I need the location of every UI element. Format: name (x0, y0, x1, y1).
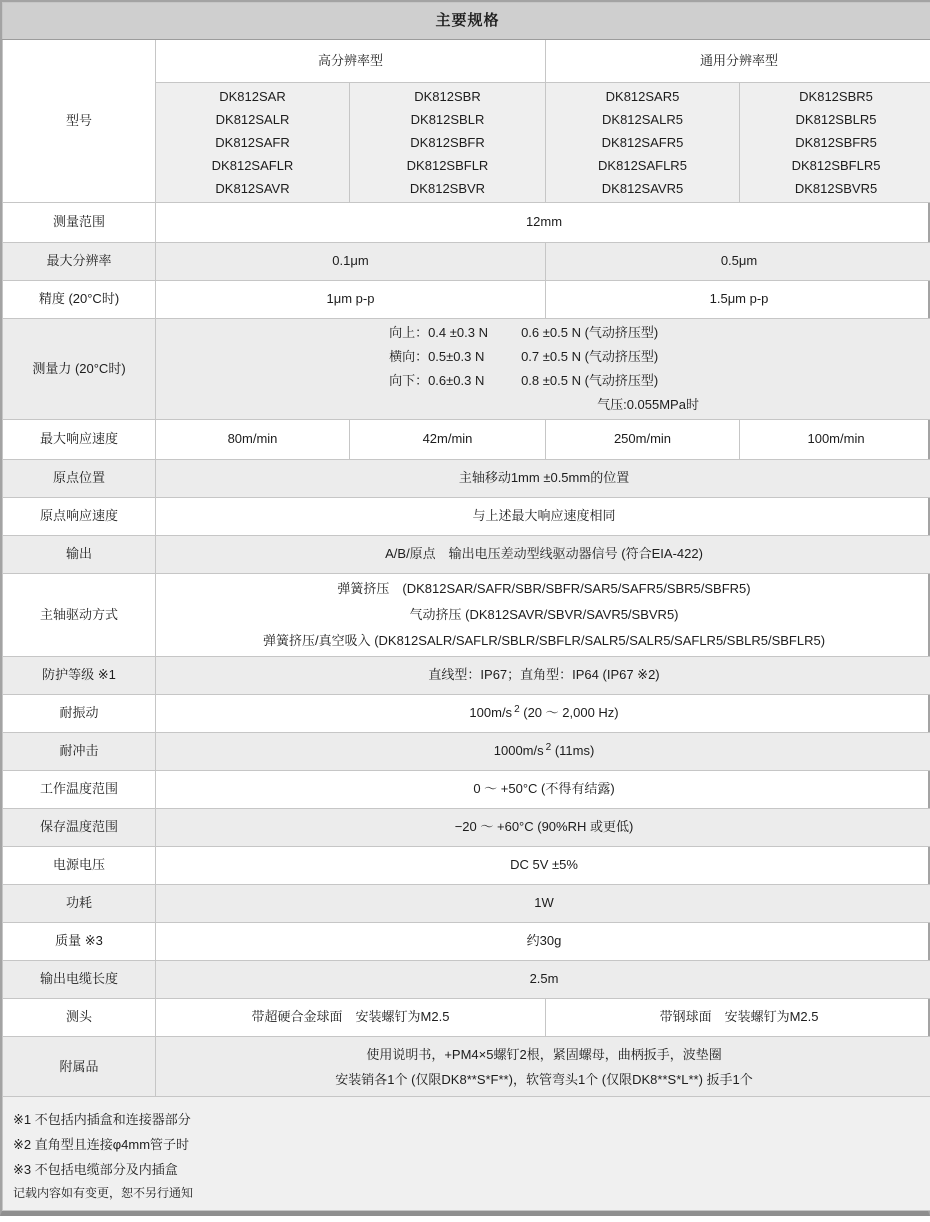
origin-response-speed-value: 与上述最大响应速度相同 (156, 498, 930, 536)
model-list-col-1 (156, 83, 350, 203)
row-label: 输出 (3, 536, 156, 574)
row-label: 精度 (20°C时) (3, 281, 156, 319)
force-line-lateral: 横向：0.5±0.3 N 0.7 ±0.5 N (气动挤压型) (389, 349, 659, 364)
disclaimer-note: 记载内容如有变更，恕不另行通知 (13, 1186, 194, 1200)
model-list-col-4 (740, 83, 930, 203)
drive-line-spring: 弹簧挤压 (DK812SAR/SAFR/SBR/SBFR/SAR5/SAFR5/SBR5/SBFR5) (337, 581, 751, 596)
speed-value-2: 42m/min (350, 420, 546, 460)
spindle-drive-value (156, 574, 930, 657)
model-name: DK812SAVR5 (601, 181, 684, 196)
model-name: DK812SAR5 (605, 89, 680, 104)
page-title: 主要规格 (3, 3, 930, 40)
row-label: 附属品 (3, 1037, 156, 1097)
speed-value-3: 250m/min (546, 420, 740, 460)
protection-value: 直线型：IP67；直角型：IP64 (IP67 ※2) (156, 657, 930, 695)
row-power-consumption (3, 885, 930, 923)
cable-length-value: 2.5m (156, 961, 930, 999)
row-spindle-drive (3, 574, 930, 657)
model-list-col-2 (350, 83, 546, 203)
model-name: DK812SALR5 (602, 112, 683, 127)
spec-table (2, 2, 930, 1211)
row-label: 测量力 (20°C时) (3, 319, 156, 420)
row-label: 耐冲击 (3, 733, 156, 771)
model-name: DK812SBFLR (406, 158, 489, 173)
model-name: DK812SBFR5 (795, 135, 877, 150)
drive-line-vacuum: 弹簧挤压/真空吸入 (DK812SALR/SAFLR/SBLR/SBFLR/SALR5/SALR5/SAFLR5/SBLR5/SBFLR5) (262, 633, 826, 648)
row-power-voltage (3, 847, 930, 885)
superscript: 2 (545, 741, 552, 753)
row-accessories (3, 1037, 930, 1097)
row-vibration-resistance (3, 695, 930, 733)
force-line-down: 向下：0.6±0.3 N 0.8 ±0.5 N (气动挤压型) (389, 373, 659, 388)
output-value: A/B/原点 输出电压差动型线驱动器信号 (符合EIA-422) (156, 536, 930, 574)
accessories-value (156, 1037, 930, 1097)
model-name: DK812SAFR5 (601, 135, 684, 150)
footnotes-area (3, 1097, 930, 1211)
model-name: DK812SBVR (409, 181, 486, 196)
row-cable-length (3, 961, 930, 999)
row-max-resolution (3, 243, 930, 281)
model-name: DK812SBFLR5 (791, 158, 881, 173)
model-name: DK812SBR5 (799, 89, 873, 104)
accessories-line-1: 使用说明书，+PM4×5螺钉2根，紧固螺母，曲柄扳手，波垫圈 (366, 1046, 722, 1062)
row-label: 保存温度范围 (3, 809, 156, 847)
row-label: 最大分辨率 (3, 243, 156, 281)
row-shock-resistance (3, 733, 930, 771)
max-resolution-high: 0.1μm (156, 243, 546, 281)
origin-position-value: 主轴移动1mm ±0.5mm的位置 (156, 460, 930, 498)
power-consumption-value: 1W (156, 885, 930, 923)
footnote-2: ※2 直角型且连接φ4mm管子时 (13, 1137, 190, 1152)
row-label: 输出电缆长度 (3, 961, 156, 999)
model-name: DK812SBVR5 (794, 181, 878, 196)
row-label: 测量范围 (3, 203, 156, 243)
row-label: 耐振动 (3, 695, 156, 733)
group-header-high-resolution: 高分辨率型 (156, 40, 546, 83)
model-name: DK812SBLR (410, 112, 485, 127)
row-label-model: 型号 (3, 40, 156, 203)
storage-temperature-value: −20 ～ +60°C (90%RH 或更低) (156, 809, 930, 847)
row-label: 防护等级 ※1 (3, 657, 156, 695)
drive-line-pneumatic: 气动挤压 (DK812SAVR/SBVR/SAVR5/SBVR5) (409, 607, 679, 622)
row-mass (3, 923, 930, 961)
accessories-line-2: 安装销各1个 (仅限DK8**S*F**)，软管弯头1个 (仅限DK8**S*L**) 扳手1个 (335, 1071, 753, 1087)
measuring-force-value (156, 319, 930, 420)
row-label: 原点响应速度 (3, 498, 156, 536)
speed-value-4: 100m/min (740, 420, 930, 460)
model-name: DK812SAR (219, 89, 286, 104)
row-label: 测头 (3, 999, 156, 1037)
row-origin-position (3, 460, 930, 498)
shock-value: 1000m/s $^2$ (11ms) (156, 733, 930, 771)
footnote-1: ※1 不包括内插盒和连接器部分 (13, 1112, 191, 1127)
footnotes-row (3, 1097, 930, 1211)
row-measuring-range (3, 203, 930, 243)
row-accuracy (3, 281, 930, 319)
measuring-force-block (389, 321, 699, 417)
accuracy-general: 1.5μm p-p (546, 281, 930, 319)
row-origin-response-speed (3, 498, 930, 536)
row-protection-grade (3, 657, 930, 695)
row-output (3, 536, 930, 574)
row-probe (3, 999, 930, 1037)
accuracy-high: 1μm p-p (156, 281, 546, 319)
force-line-up: 向上：0.4 ±0.3 N 0.6 ±0.5 N (气动挤压型) (389, 325, 659, 340)
row-label: 主轴驱动方式 (3, 574, 156, 657)
operating-temperature-value: 0 ～ +50°C (不得有结露) (156, 771, 930, 809)
superscript: 2 (514, 703, 520, 715)
max-resolution-general: 0.5μm (546, 243, 930, 281)
group-header-general-resolution: 通用分辨率型 (546, 40, 930, 83)
row-label: 电源电压 (3, 847, 156, 885)
row-label: 功耗 (3, 885, 156, 923)
row-measuring-force (3, 319, 930, 420)
table-title-row (3, 3, 930, 40)
model-name: DK812SBR (414, 89, 481, 104)
model-name: DK812SAVR (215, 181, 290, 196)
row-label: 工作温度范围 (3, 771, 156, 809)
model-name: DK812SAFLR (211, 158, 294, 173)
model-list-col-3 (546, 83, 740, 203)
power-voltage-value: DC 5V ±5% (156, 847, 930, 885)
speed-value-1: 80m/min (156, 420, 350, 460)
row-operating-temperature (3, 771, 930, 809)
model-name: DK812SAFLR5 (598, 158, 687, 173)
measuring-range-value: 12mm (156, 203, 930, 243)
model-name: DK812SALR (215, 112, 290, 127)
model-name: DK812SBFR (410, 135, 485, 150)
row-label: 原点位置 (3, 460, 156, 498)
row-label: 最大响应速度 (3, 420, 156, 460)
probe-general: 带钢球面 安装螺钉为M2.5 (546, 999, 930, 1037)
vibration-value: 100m/s $^2$ (20 ～ 2,000 Hz) (156, 695, 930, 733)
force-air-pressure-note: 气压:0.055MPa时 (597, 397, 699, 412)
model-name: DK812SBLR5 (795, 112, 877, 127)
row-max-response-speed (3, 420, 930, 460)
mass-value: 约30g (156, 923, 930, 961)
row-label: 质量 ※3 (3, 923, 156, 961)
footnote-3: ※3 不包括电缆部分及内插盒 (13, 1162, 178, 1177)
probe-high: 带超硬合金球面 安装螺钉为M2.5 (156, 999, 546, 1037)
model-name: DK812SAFR (215, 135, 290, 150)
row-storage-temperature (3, 809, 930, 847)
model-group-header-row (3, 40, 930, 83)
